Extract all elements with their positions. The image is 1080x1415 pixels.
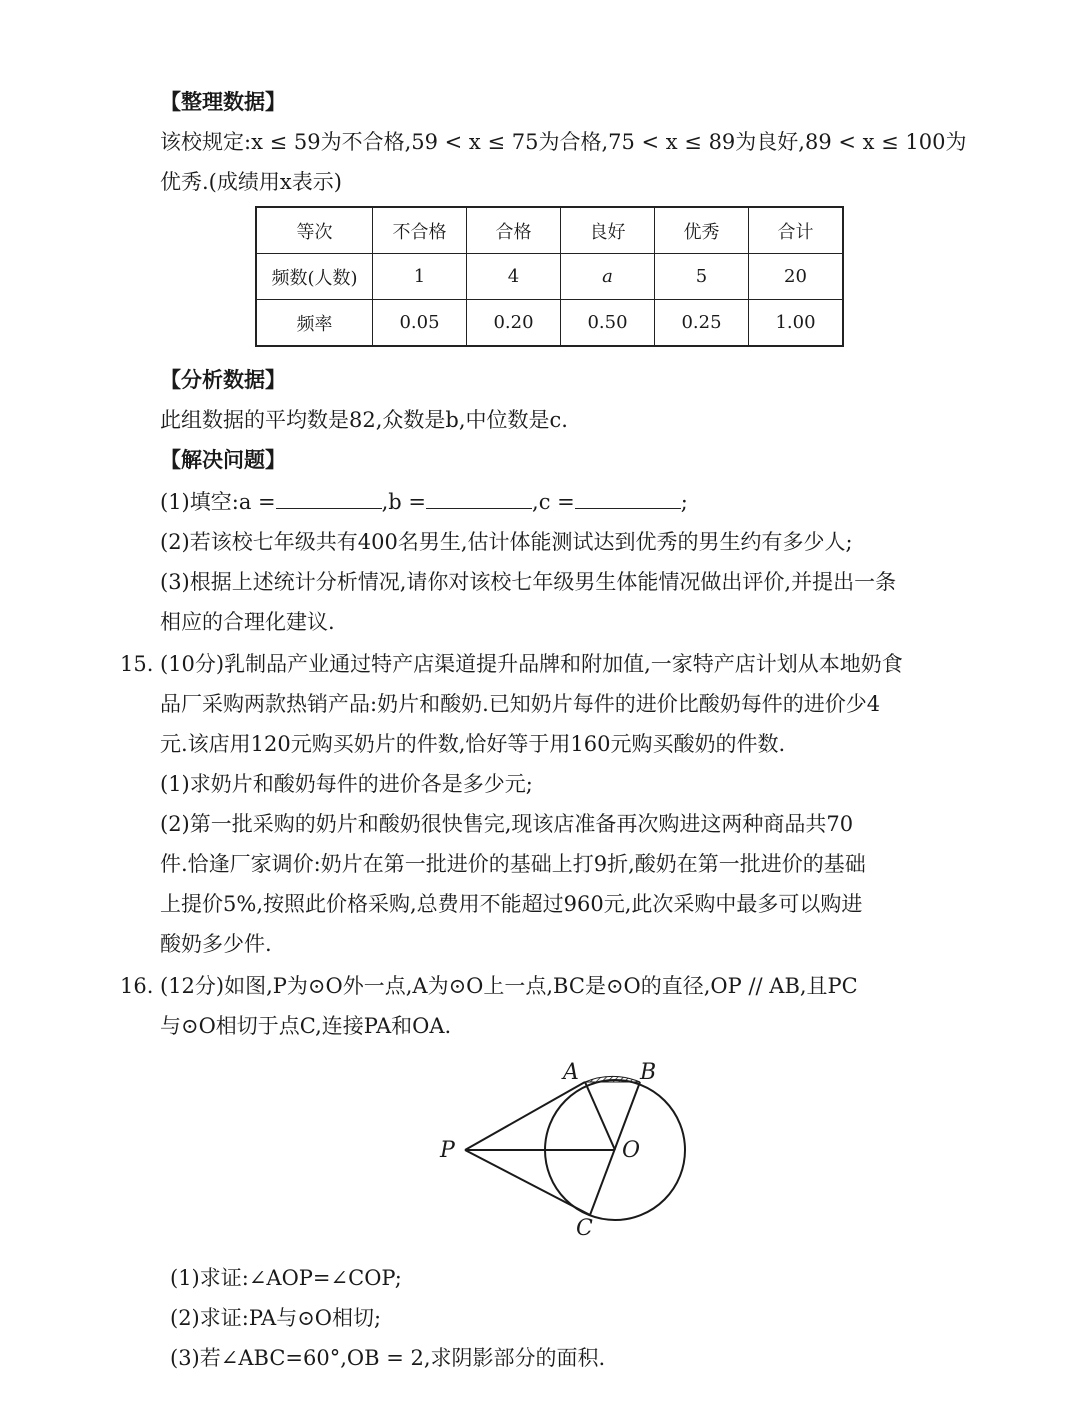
table-cell: 1 (373, 254, 467, 300)
q14-part3-line2: 相应的合理化建议. (160, 610, 335, 634)
table-cell: 0.05 (373, 300, 467, 347)
q15-stem-line3: 元.该店用120元购买奶片的件数,恰好等于用160元购买酸奶的件数. (160, 732, 786, 756)
segment-pa (465, 1082, 585, 1150)
table-header-cell: 良好 (561, 207, 655, 254)
table-cell: 20 (749, 254, 844, 300)
label-b: B (640, 1060, 657, 1085)
q15-stem-line2: 品厂采购两款热销产品:奶片和酸奶.已知奶片每件的进价比酸奶每件的进价少4 (160, 692, 881, 716)
segment-pc (465, 1150, 590, 1215)
analysis-text: 此组数据的平均数是82,众数是b,中位数是c. (160, 408, 568, 432)
table-cell: 频率 (256, 300, 373, 347)
label-a: A (563, 1060, 579, 1085)
table-row (256, 254, 843, 300)
q14-part3-line1: (3)根据上述统计分析情况,请你对该校七年级男生体能情况做出评价,并提出一条 (160, 570, 897, 594)
answer-blank-b[interactable] (426, 488, 532, 509)
rule-line-1: 该校规定:x ≤ 59为不合格,59 < x ≤ 75为合格,75 < x ≤ 89为良好,89 < x ≤ 100为 (160, 130, 967, 154)
q16-number: 16. (120, 974, 154, 998)
q15-stem-line1: (10分)乳制品产业通过特产店渠道提升品牌和附加值,一家特产店计划从本地奶食 (160, 652, 903, 676)
q14-part1-end: ; (680, 490, 688, 514)
table-cell: 频数(人数) (256, 254, 373, 300)
q16-part1: (1)求证:∠AOP=∠COP; (170, 1266, 402, 1290)
rule-line-2: 优秀.(成绩用x表示) (160, 170, 342, 194)
table-cell: a (561, 254, 655, 300)
label-c: C (576, 1216, 593, 1241)
table-header-cell: 合格 (467, 207, 561, 254)
label-p: P (440, 1138, 455, 1163)
table-header-cell: 优秀 (655, 207, 749, 254)
q16-stem-line1: (12分)如图,P为⊙O外一点,A为⊙O上一点,BC是⊙O的直径,OP // AB,且PC (160, 974, 858, 998)
section-analyze-data: 【分析数据】 (160, 367, 286, 392)
table-cell: 0.25 (655, 300, 749, 347)
table-header-cell: 合计 (749, 207, 844, 254)
section-organize-data: 【整理数据】 (160, 89, 286, 114)
q15-part1: (1)求奶片和酸奶每件的进价各是多少元; (160, 772, 533, 796)
q15-number: 15. (120, 652, 154, 676)
q14-part1-b-label: ,b = (381, 490, 427, 514)
table-header-cell: 等次 (256, 207, 373, 254)
table-header-row (256, 207, 843, 254)
q15-part2-line2: 件.恰逢厂家调价:奶片在第一批进价的基础上打9折,酸奶在第一批进价的基础 (160, 852, 866, 876)
answer-blank-c[interactable] (575, 488, 681, 509)
table-cell: 5 (655, 254, 749, 300)
table-cell: 0.50 (561, 300, 655, 347)
q16-stem-line2: 与⊙O相切于点C,连接PA和OA. (160, 1014, 452, 1038)
table-cell: 0.20 (467, 300, 561, 347)
segment-oa (585, 1082, 615, 1150)
q15-part2-line4: 酸奶多少件. (160, 932, 272, 956)
table-cell: 1.00 (749, 300, 844, 347)
circle-tangent-figure (430, 1055, 700, 1245)
table-header-cell: 不合格 (373, 207, 467, 254)
q16-part2: (2)求证:PA与⊙O相切; (170, 1306, 382, 1330)
q14-part1-fill-blank (160, 488, 688, 516)
label-o: O (622, 1138, 641, 1163)
q14-part2: (2)若该校七年级共有400名男生,估计体能测试达到优秀的男生约有多少人; (160, 530, 853, 554)
q14-part1-c-label: ,c = (532, 490, 575, 514)
section-solve-problem: 【解决问题】 (160, 447, 286, 472)
q14-part1-prefix: (1)填空:a = (160, 490, 276, 514)
answer-blank-a[interactable] (276, 488, 382, 509)
q15-part2-line1: (2)第一批采购的奶片和酸奶很快售完,现该店准备再次购进这两种商品共70 (160, 812, 854, 836)
frequency-table (255, 206, 844, 347)
table-row (256, 300, 843, 347)
q16-part3: (3)若∠ABC=60°,OB = 2,求阴影部分的面积. (170, 1346, 606, 1370)
q15-part2-line3: 上提价5%,按照此价格采购,总费用不能超过960元,此次采购中最多可以购进 (160, 892, 863, 916)
table-cell: 4 (467, 254, 561, 300)
